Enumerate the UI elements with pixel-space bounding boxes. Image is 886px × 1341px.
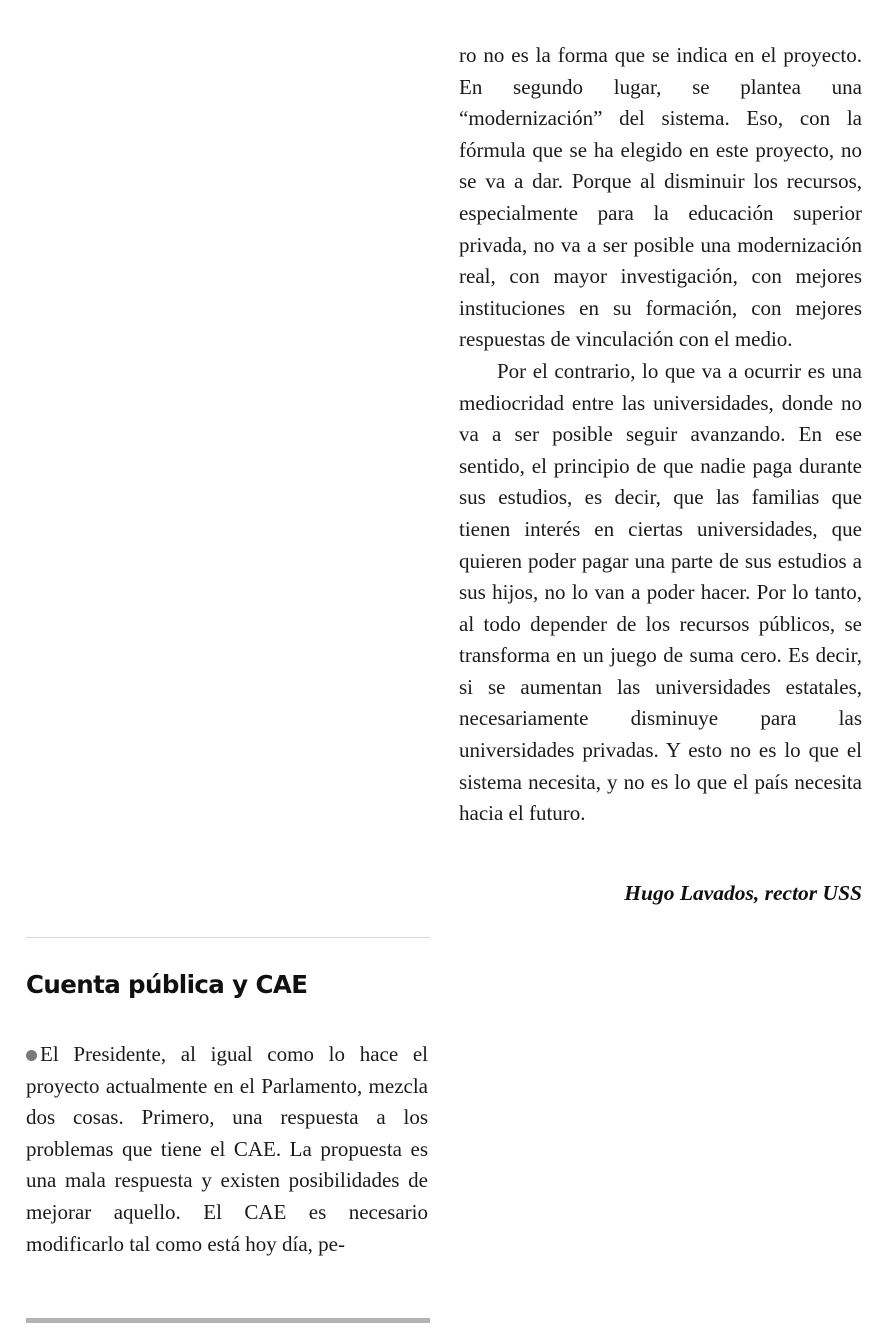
bullet-icon [26,1050,37,1061]
right-paragraph-1: ro no es la forma que se indica en el proyecto. En segundo lugar, se plantea una “modernización” del sistema. Eso, con la fórmula que se ha elegido en este proyecto, no se va a dar. Porque al disminuir los recursos, especialmente para la educación superior privada, no va a ser posible una modernización real, con mayor investigación, con mejores instituciones en su formación, con mejores respuestas de vinculación con el medio. [459,43,862,352]
right-column [459,40,862,909]
author-signature: Hugo Lavados, rector USS [624,880,862,905]
section-top-divider [26,937,430,938]
left-paragraph [26,1039,428,1260]
right-paragraph-2: Por el contrario, lo que va a ocurrir es una mediocridad entre las universidades, donde no va a ser posible seguir avanzando. En ese sentido, el principio de que nadie paga durante sus estudios, es decir, que las familias que tienen interés en ciertas universidades, que quieren poder pagar una parte de sus estudios a sus hijos, no lo van a poder hacer. Por lo tanto, al todo depender de los recursos públicos, se transforma en un juego de suma cero. Es decir, si se aumentan las universidades estatales, necesariamente disminuye para las universidades privadas. Y esto no es lo que el sistema necesita, y no es lo que el país necesita hacia el futuro. [459,358,862,826]
section-title: Cuenta pública y CAE [26,970,308,999]
left-column [26,0,428,1341]
bottom-divider [26,1318,430,1323]
left-paragraph-text: El Presidente, al igual como lo hace el proyecto actualmente en el Parlamento, mezcla dos cosas. Primero, una respuesta a los problemas que tiene el CAE. La propuesta es una mala respuesta y existen posibilidades de mejorar aquello. El CAE es necesario modificarlo tal como está hoy día, pe- [26,1042,428,1256]
